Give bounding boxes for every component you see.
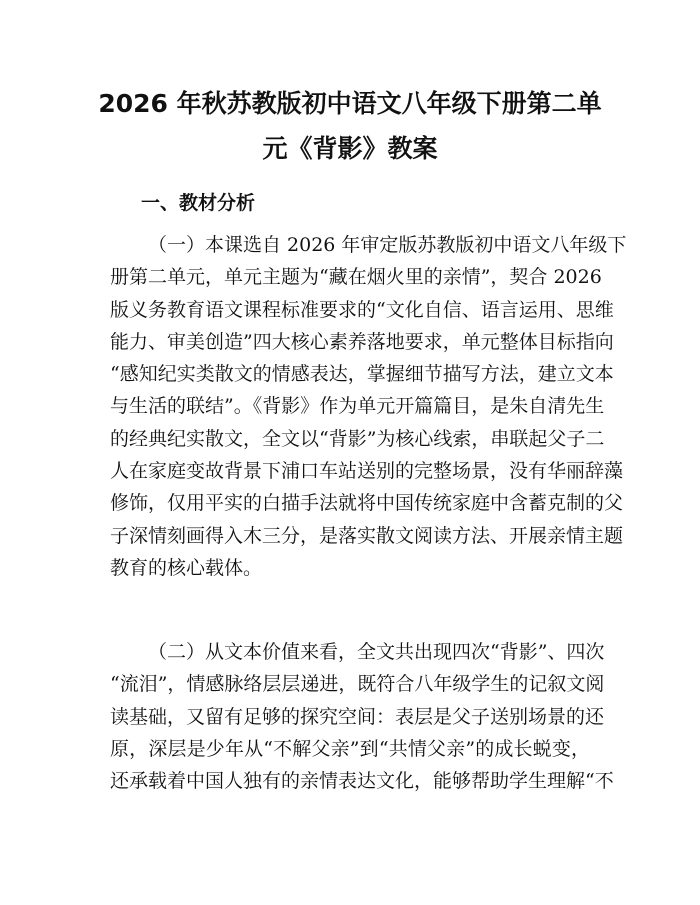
paragraph-1-line: 版义务教育语文课程标准要求的“文化自信、语言运用、思维 (110, 298, 614, 321)
paragraph-1-line: “感知纪实类散文的情感表达，掌握细节描写方法，建立文本 (110, 363, 614, 386)
paragraph-1-line: 教育的核心载体。 (110, 556, 263, 579)
paragraph-2-line: 还承载着中国人独有的亲情表达文化，能够帮助学生理解“不 (110, 770, 614, 793)
paragraph-2-line: “流泪”，情感脉络层层递进，既符合八年级学生的记叙文阅 (110, 673, 605, 696)
paragraph-1-line: 人在家庭变故背景下浦口车站送别的完整场景，没有华丽辞藻 (110, 460, 624, 483)
paragraph-1-line: 能力、审美创造”四大核心素养落地要求，单元整体目标指向 (110, 330, 614, 353)
paragraph-2-line: 读基础，又留有足够的探究空间：表层是父子送别场景的还 (110, 705, 605, 728)
paragraph-2-line: 原，深层是少年从“不解父亲”到“共情父亲”的成长蜕变， (110, 737, 590, 760)
paragraph-1 (110, 229, 627, 584)
paragraph-1-line: 子深情刻画得入木三分，是落实散文阅读方法、开展亲情主题 (110, 524, 624, 547)
document-title-line-2: 元《背影》教案 (262, 134, 438, 163)
paragraph-1-line: （一）本课选自 2026 年审定版苏教版初中语文八年级下 (148, 234, 627, 256)
paragraph-1-line: 册第二单元，单元主题为“藏在烟火里的亲情”，契合 2026 (110, 266, 602, 289)
paragraph-1-line: 与生活的联结”。《背影》作为单元开篇篇目，是朱自清先生 (110, 395, 605, 418)
paragraph-1-line: 的经典纪实散文，全文以“背影”为核心线索，串联起父子二 (110, 427, 605, 450)
document-title-line-1: 2026 年秋苏教版初中语文八年级下册第二单 (98, 89, 602, 118)
paragraph-2-line: （二）从文本价值来看，全文共出现四次“背影”、四次 (148, 641, 605, 663)
paragraph-1-line: 修饰，仅用平实的白描手法就将中国传统家庭中含蓄克制的父 (110, 492, 624, 515)
paragraph-2 (110, 636, 614, 797)
section-heading-textbook-analysis: 一、教材分析 (141, 192, 256, 214)
